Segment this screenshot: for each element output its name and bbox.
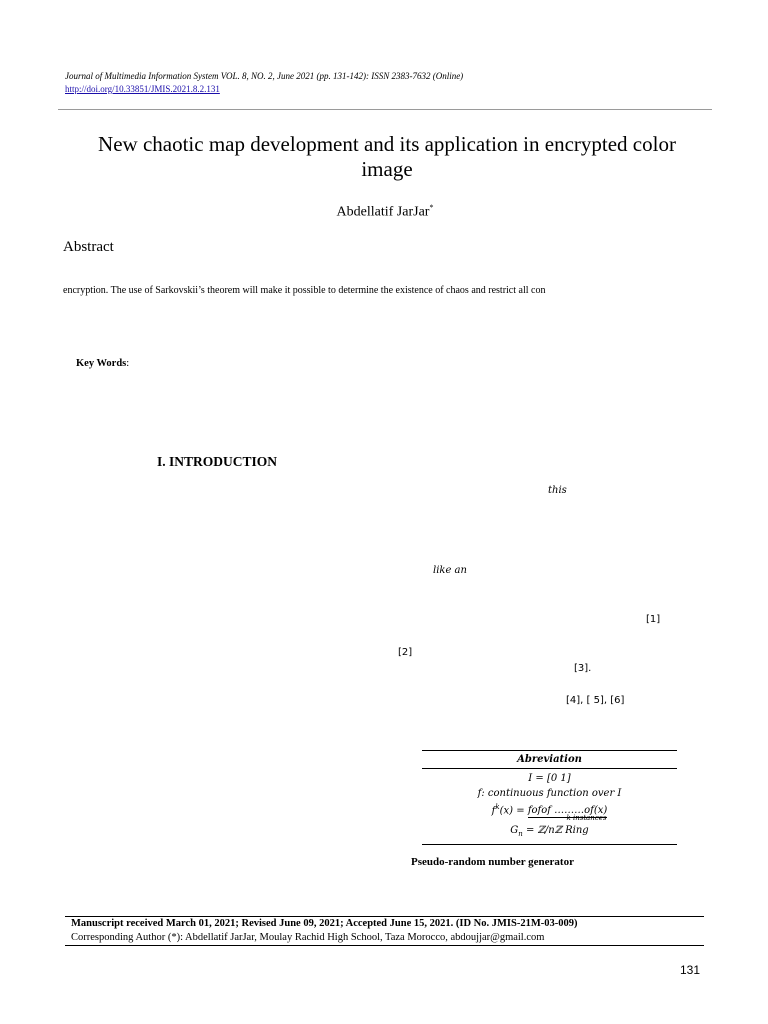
author-line — [0, 203, 768, 221]
citation-ref: [1] — [646, 614, 661, 625]
table-header: Abreviation — [517, 754, 582, 765]
formula-instances-note: k instances — [566, 814, 607, 822]
formula-g: G — [510, 825, 519, 836]
corresponding-mark: * — [429, 203, 434, 212]
intro-fragment: this — [548, 485, 567, 496]
citation-ref: [4], [ 5], [6] — [566, 695, 625, 706]
citation-ref: [3]. — [574, 663, 592, 674]
formula-composition: fofof ………of(x) — [527, 805, 608, 817]
intro-fragment: like an — [433, 565, 467, 576]
table-caption: Pseudo-random number generator — [411, 856, 574, 868]
table-row: I = [0 1] — [528, 773, 571, 784]
page-number: 131 — [680, 963, 701, 977]
abbreviation-table — [422, 750, 677, 845]
abstract-heading: Abstract — [63, 239, 114, 255]
table-row — [422, 801, 677, 817]
journal-citation: Journal of Multimedia Information System VOL. 8, NO. 2, June 2021 (pp. 131-142): ISSN 2383-7632 (Online) — [65, 71, 464, 81]
keywords-line — [76, 358, 129, 369]
keywords-separator: : — [126, 358, 130, 369]
citation-ref: [2] — [398, 647, 413, 658]
formula-mid: (x) = — [499, 805, 528, 817]
abstract-text: encryption. The use of Sarkovskii’s theorem will make it possible to determine the existence of chaos and restrict all con — [63, 285, 546, 296]
manuscript-dates: Manuscript received March 01, 2021; Revised June 09, 2021; Accepted June 15, 2021. (ID No. JMIS-21M-03-009) — [71, 918, 578, 929]
formula-ring: = ℤ/nℤ Ring — [522, 825, 589, 836]
formula-n: n — [518, 830, 523, 838]
footer-bottom-rule — [65, 945, 704, 946]
table-row: f: continuous function over I — [477, 788, 622, 799]
formula-k: k — [495, 803, 500, 811]
table-row — [422, 823, 677, 838]
table-bottom-rule — [422, 844, 677, 845]
footer-top-rule — [65, 916, 704, 917]
keywords-label: Key Words — [76, 358, 127, 369]
table-body — [422, 769, 677, 844]
doi-link[interactable]: http://doi.org/10.33851/JMIS.2021.8.2.131 — [65, 84, 220, 94]
corresponding-author: Corresponding Author (*): Abdellatif JarJar, Moulay Rachid High School, Taza Morocco, abdoujjar@gmail.com — [71, 932, 545, 943]
formula-f: f — [491, 805, 496, 817]
author-name: Abdellatif JarJar — [336, 204, 430, 220]
paper-title: New chaotic map development and its application in encrypted color image — [98, 132, 676, 181]
header-divider — [58, 109, 712, 110]
section-heading-introduction: I. INTRODUCTION — [157, 454, 278, 469]
